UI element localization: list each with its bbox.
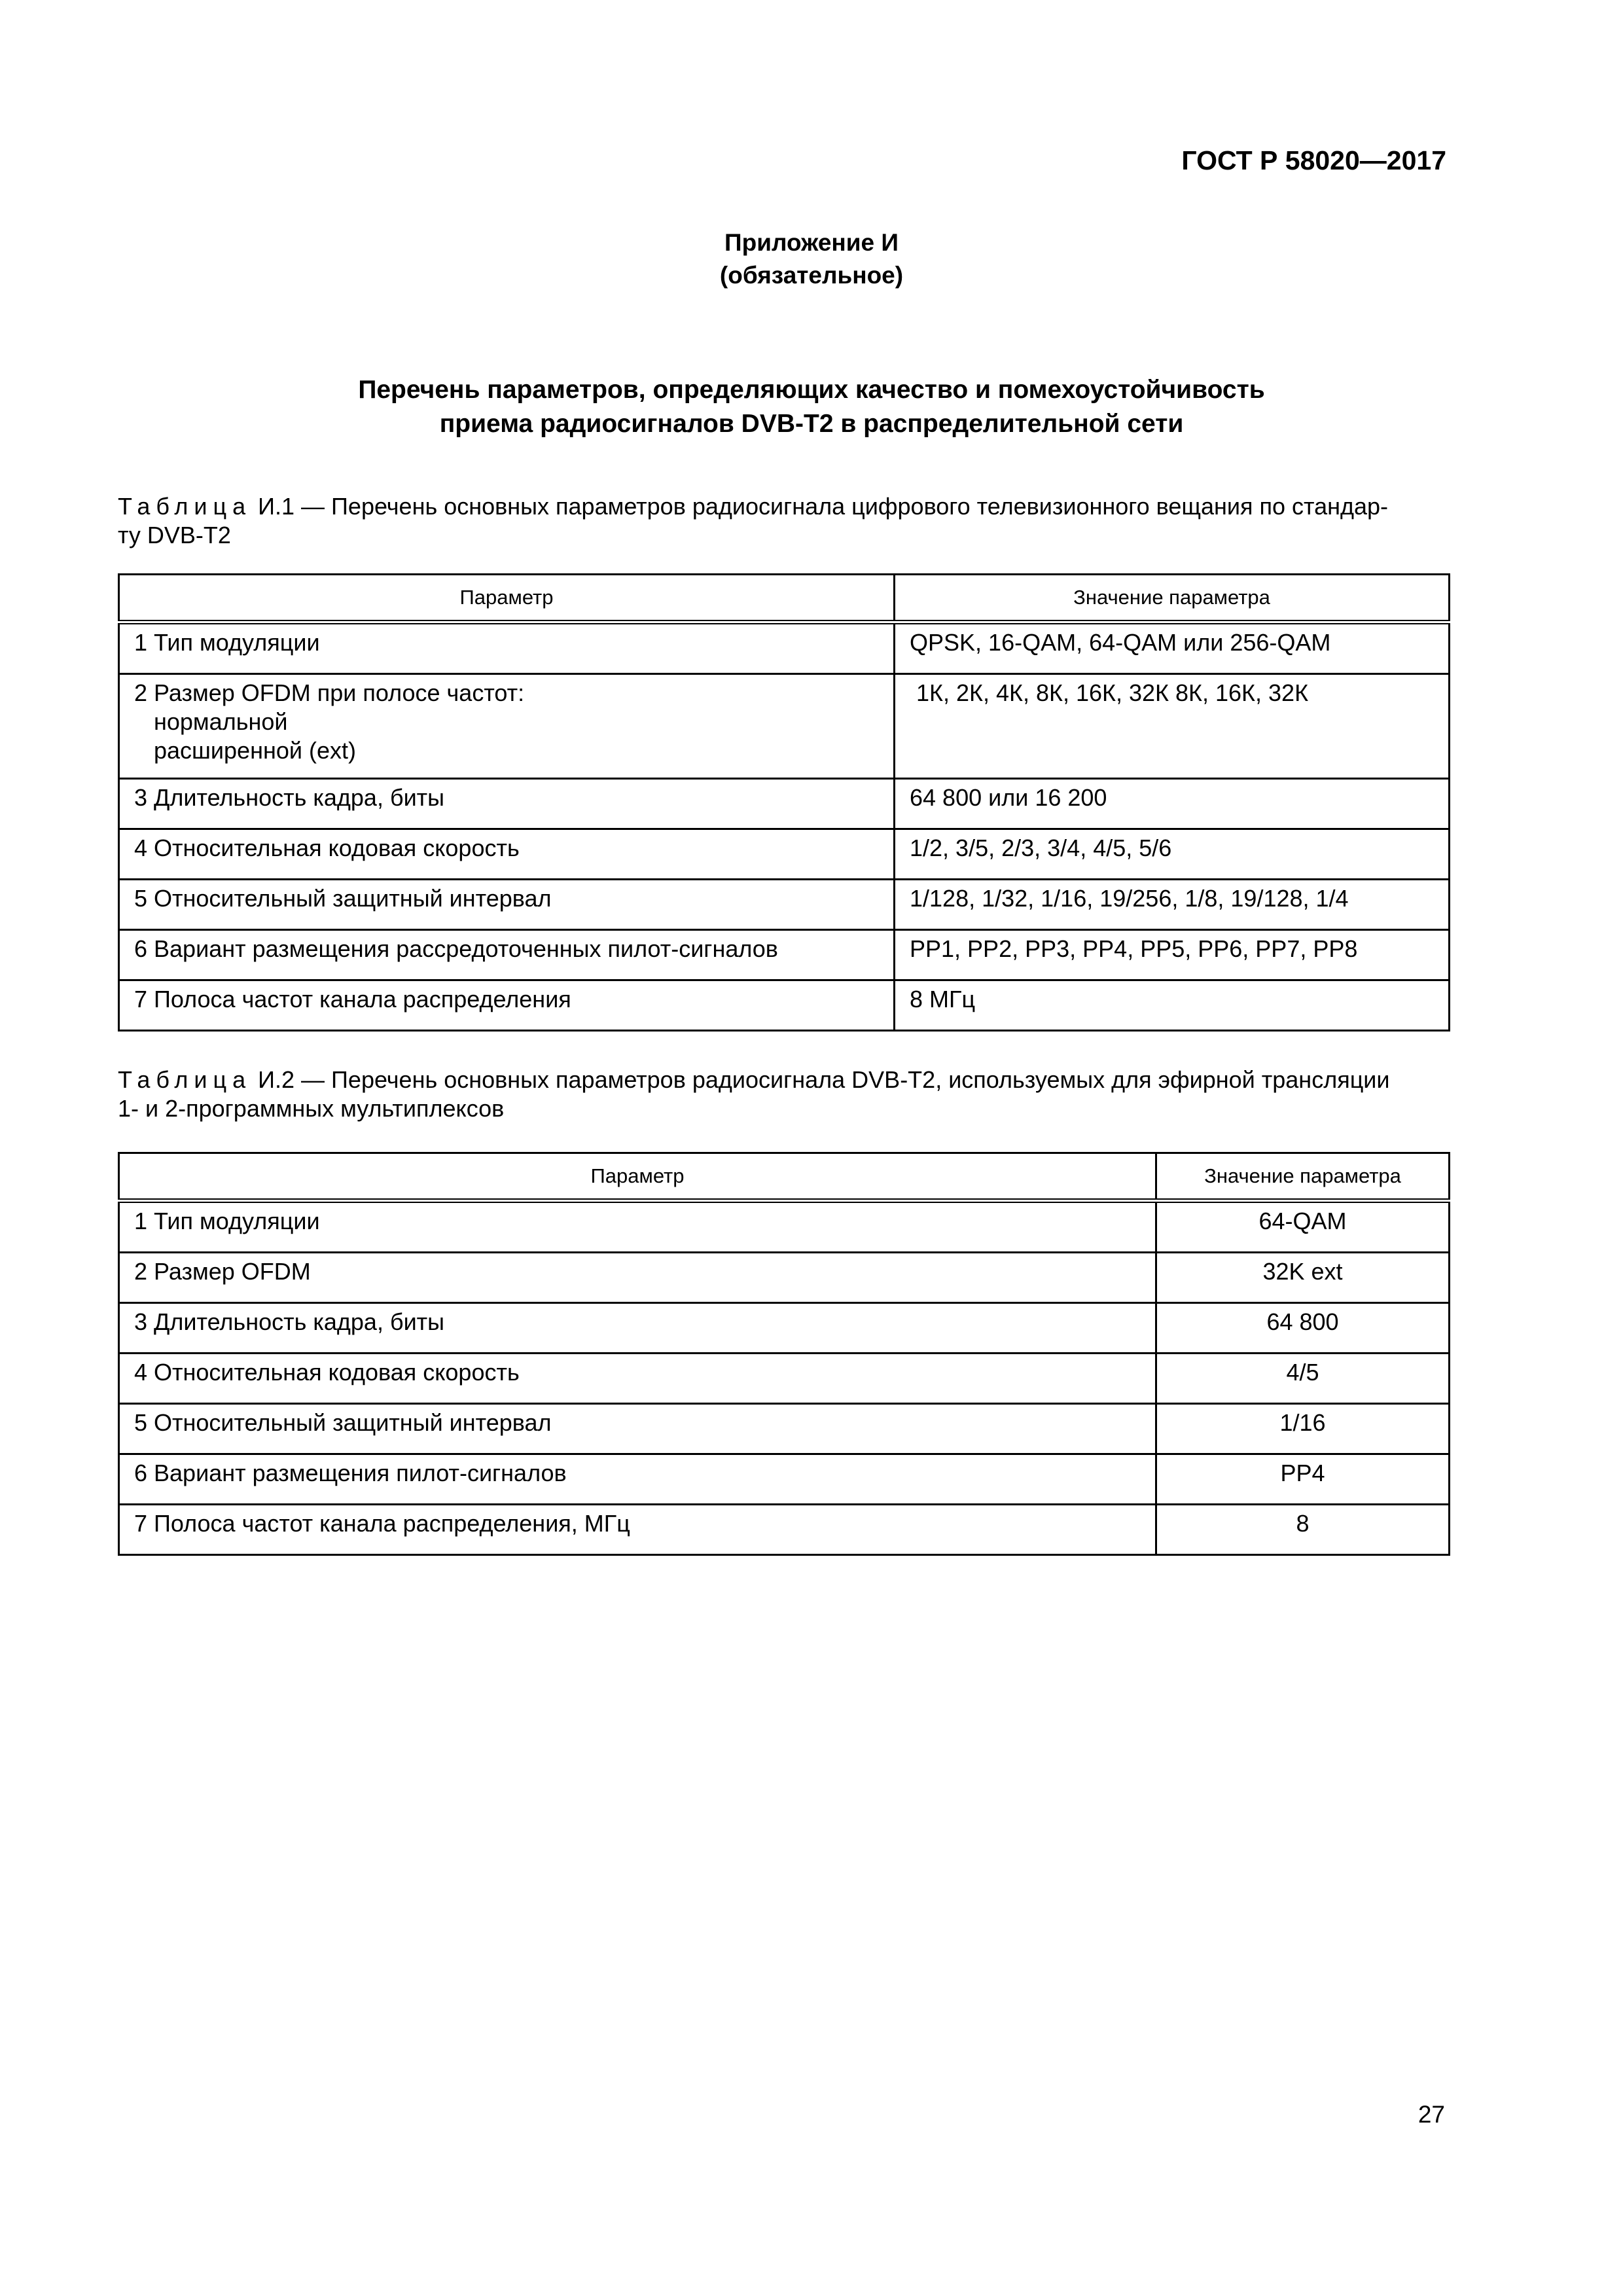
- table1-header-row: [119, 575, 1450, 622]
- section-title-line-1: Перечень параметров, определяющих качество и помехоустойчивость: [358, 376, 1265, 404]
- table1-caption: [118, 492, 1446, 550]
- param-cell: [119, 674, 895, 779]
- table-row: [119, 1404, 1450, 1454]
- table2: [118, 1152, 1450, 1556]
- value-cell: PP4: [1156, 1454, 1450, 1505]
- param-cell: 2 Размер OFDM: [119, 1253, 1156, 1303]
- param-cell: 5 Относительный защитный интервал: [119, 880, 895, 930]
- value-cell: 4/5: [1156, 1354, 1450, 1404]
- table-row: [119, 1201, 1450, 1253]
- table1-col-param: Параметр: [119, 575, 895, 622]
- table-row: [119, 930, 1450, 980]
- value-cell: QPSK, 16-QAM, 64-QAM или 256-QAM: [895, 622, 1450, 674]
- value-cell: 1/16: [1156, 1404, 1450, 1454]
- table-row: [119, 622, 1450, 674]
- value-cell: 8 МГц: [895, 980, 1450, 1031]
- table-row: [119, 674, 1450, 779]
- value-cell: 1/2, 3/5, 2/3, 3/4, 4/5, 5/6: [895, 829, 1450, 880]
- param-cell: 3 Длительность кадра, биты: [119, 779, 895, 829]
- value-cell: 64-QAM: [1156, 1201, 1450, 1253]
- table1-col-value: Значение параметра: [895, 575, 1450, 622]
- table-row: [119, 779, 1450, 829]
- table1-caption-label: Таблица: [118, 493, 252, 520]
- value-cell: 8: [1156, 1505, 1450, 1555]
- section-title: [0, 373, 1623, 441]
- param-text: 2 Размер OFDM при полосе частот:: [134, 679, 525, 706]
- table-row: [119, 1253, 1450, 1303]
- param-sub-normal: нормальной: [154, 708, 288, 735]
- page-number: 27: [1418, 2101, 1445, 2128]
- value-cell: 64 800 или 16 200: [895, 779, 1450, 829]
- value-cell: 1К, 2К, 4К, 8К, 16К, 32К 8К, 16К, 32К: [895, 674, 1450, 779]
- table1-caption-text: И.1 — Перечень основных параметров радиосигнала цифрового телевизионного вещания по стандар- ту DVB-T2: [118, 493, 1389, 548]
- table-row: [119, 1354, 1450, 1404]
- table2-header-row: [119, 1153, 1450, 1201]
- table-row: [119, 1505, 1450, 1555]
- table-row: [119, 829, 1450, 880]
- param-cell: 7 Полоса частот канала распределения: [119, 980, 895, 1031]
- section-title-line-2: приема радиосигналов DVB-T2 в распределительной сети: [439, 410, 1184, 438]
- param-cell: 5 Относительный защитный интервал: [119, 1404, 1156, 1454]
- annex-title: Приложение И: [724, 229, 899, 256]
- document-number: ГОСТ Р 58020—2017: [1181, 145, 1446, 175]
- param-cell: 1 Тип модуляции: [119, 1201, 1156, 1253]
- param-cell: 3 Длительность кадра, биты: [119, 1303, 1156, 1354]
- table-row: [119, 1454, 1450, 1505]
- param-cell: 6 Вариант размещения пилот-сигналов: [119, 1454, 1156, 1505]
- table-row: [119, 1303, 1450, 1354]
- param-cell: 4 Относительная кодовая скорость: [119, 1354, 1156, 1404]
- table2-caption-label: Таблица: [118, 1066, 252, 1093]
- table-row: [119, 880, 1450, 930]
- table1: [118, 573, 1450, 1031]
- table2-caption: [118, 1066, 1446, 1123]
- value-cell: PP1, PP2, PP3, PP4, PP5, PP6, PP7, PP8: [895, 930, 1450, 980]
- annex-status: (обязательное): [719, 262, 904, 289]
- table2-caption-text: И.2 — Перечень основных параметров радиосигнала DVB-T2, используемых для эфирной трансляции 1- и 2-программных мультиплексов: [118, 1066, 1390, 1122]
- table2-col-param: Параметр: [119, 1153, 1156, 1201]
- table-row: [119, 980, 1450, 1031]
- value-cell: 1/128, 1/32, 1/16, 19/256, 1/8, 19/128, 1/4: [895, 880, 1450, 930]
- param-cell: 7 Полоса частот канала распределения, МГц: [119, 1505, 1156, 1555]
- param-cell: 1 Тип модуляции: [119, 622, 895, 674]
- table2-col-value: Значение параметра: [1156, 1153, 1450, 1201]
- param-sub-extended: расширенной (ext): [154, 737, 356, 764]
- param-cell: 4 Относительная кодовая скорость: [119, 829, 895, 880]
- value-cell: 32K ext: [1156, 1253, 1450, 1303]
- param-cell: 6 Вариант размещения рассредоточенных пилот-сигналов: [119, 930, 895, 980]
- annex-heading: [0, 226, 1623, 292]
- value-cell: 64 800: [1156, 1303, 1450, 1354]
